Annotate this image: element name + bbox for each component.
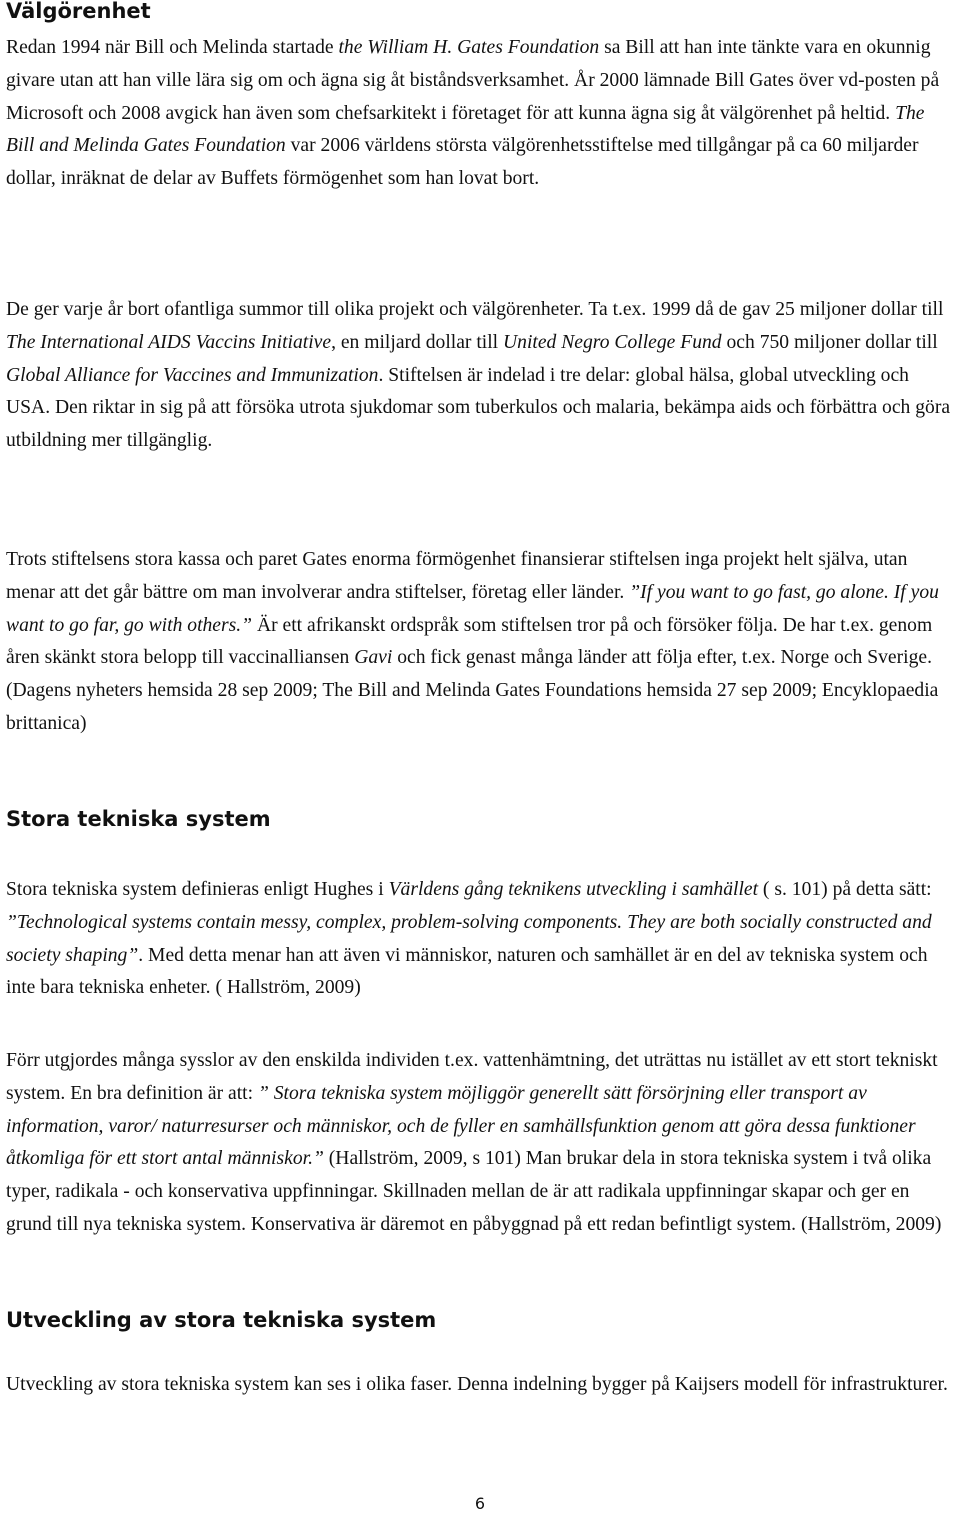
- text-run: Trots stiftelsens stora kassa och paret Gates enorma förmögenhet finansierar stiftelsen inga projekt helt själva, utan menar att det går bättre om man involverar andra stiftelser, företag eller länder.: [6, 549, 908, 603]
- paragraph-1: [6, 32, 956, 196]
- paragraph-6: Utveckling av stora tekniska system kan ses i olika faser. Denna indelning bygger på Kaijsers modell för infrastrukturer.: [6, 1374, 948, 1395]
- text-run: Stora tekniska system definieras enligt Hughes i: [6, 879, 389, 900]
- italic-title: Global Alliance for Vaccines and Immunization: [6, 364, 379, 386]
- paragraph-2: [6, 294, 956, 458]
- text-run: . Stiftelsen är indelad i tre delar: global hälsa, global utveckling och USA. Den riktar in sig på att försöka utrota sjukdomar som tuberkulos och malaria, bekämpa aids och förbättra och göra utbildning mer tillgänglig.: [6, 364, 951, 452]
- text-run: och fick genast många länder att följa efter, t.ex. Norge och Sverige. (Dagens nyheters hemsida 28 sep 2009; The Bill and Melinda Gates Foundations hemsida 27 sep 2009; Encyklopaedia brittanica): [6, 647, 939, 734]
- italic-quote: ”Technological systems contain messy, complex, problem-solving components. They are both socially constructed and society shaping”: [6, 911, 932, 966]
- paragraph-4: [6, 874, 956, 1005]
- italic-title: the William H. Gates Foundation: [338, 37, 600, 58]
- page-number: 6: [474, 1494, 486, 1513]
- text-run: Redan 1994 när Bill och Melinda startade: [6, 37, 339, 58]
- italic-title: Gavi: [354, 647, 393, 669]
- text-run: Förr utgjordes många sysslor av den enskilda individen t.ex. vattenhämtning, det uträttas nu istället av ett stort tekniskt system. En bra definition är att:: [6, 1050, 938, 1104]
- text-run: och 750 miljoner dollar till: [721, 331, 938, 353]
- paragraph-5: [6, 1045, 956, 1242]
- text-run: (Hallström, 2009, s 101) Man brukar dela in stora tekniska system i två olika typer, radikala - och konservativa uppfinningar. Skillnaden mellan de är att radikala uppfinningar skapar och ger en grund till nya tekniska system. Konservativa är däremot en påbyggnad på ett redan befintligt system. (Hallström, 2009): [6, 1148, 942, 1235]
- text-run: ( s. 101) på detta sätt:: [758, 879, 932, 900]
- heading-utveckling: Utveckling av stora tekniska system: [6, 1308, 437, 1332]
- italic-title: The Bill and Melinda Gates Foundation: [6, 102, 925, 157]
- text-run: var 2006 världens största välgörenhetsstiftelse med tillgångar på ca 60 miljarder dollar, inräknat de delar av Buffets förmögenhet som han lovat bort.: [6, 135, 919, 190]
- italic-quote: ”If you want to go fast, go alone. If you want to go far, go with others.”: [6, 581, 939, 636]
- italic-quote: ” Stora tekniska system möjliggör generellt sätt försörjning eller transport av information, varor/ naturresurser och människor, och de fyller en samhällsfunktion genom att göra dessa funktioner åtkomliga för ett stort antal människor.”: [6, 1082, 916, 1170]
- text-run: De ger varje år bort ofantliga summor till olika projekt och välgörenheter. Ta t.ex. 1999 då de gav 25 miljoner dollar till: [6, 299, 944, 320]
- text-run: sa Bill att han inte tänkte vara en okunnig givare utan att han ville lära sig om och ägna sig åt biståndsverksamhet. År 2000 lämnade Bill Gates över vd-posten på Microsoft och 2008 avgick han även som chefsarkitekt i företaget för att kunna ägna sig åt välgörenhet på heltid.: [6, 37, 940, 124]
- text-run: Är ett afrikanskt ordspråk som stiftelsen tror på och försöker följa. De har t.ex. genom åren skänkt stora belopp till vaccinalliansen: [6, 614, 933, 669]
- text-run: . Med detta menar han att även vi människor, naturen och samhället är en del av tekniska system och inte bara tekniska enheter. ( Hallström, 2009): [6, 944, 928, 999]
- paragraph-3: [6, 544, 956, 741]
- italic-title: Världens gång teknikens utveckling i samhället: [388, 879, 759, 900]
- heading-valgorenhet: Välgörenhet: [6, 0, 151, 23]
- text-run: , en miljard dollar till: [331, 331, 504, 353]
- italic-title: The International AIDS Vaccins Initiative: [6, 331, 332, 353]
- italic-title: United Negro College Fund: [503, 331, 722, 353]
- heading-stora-tekniska-system: Stora tekniska system: [6, 807, 271, 831]
